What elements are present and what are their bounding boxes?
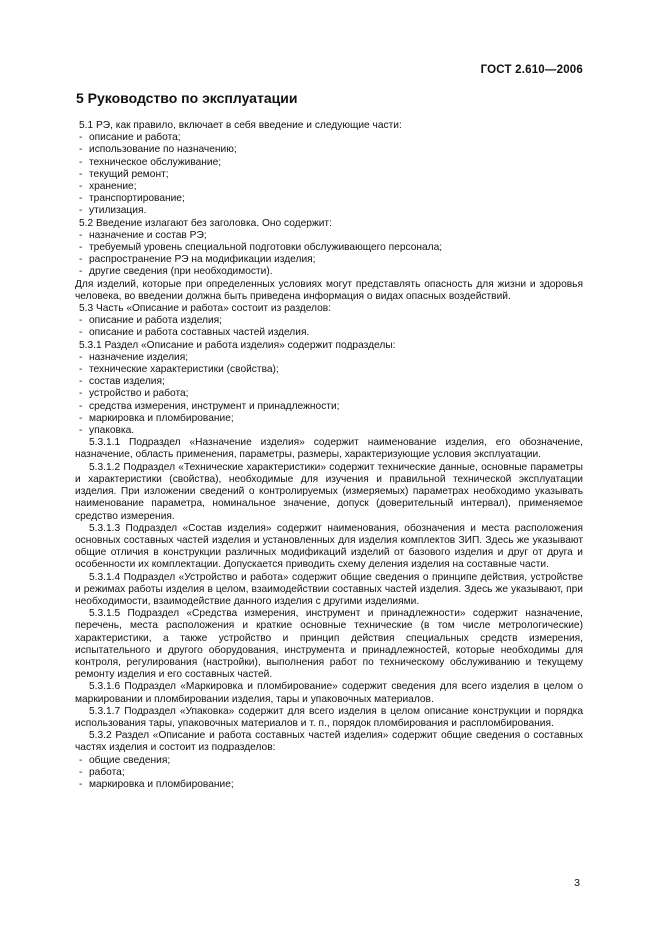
list-item-text: описание и работа составных частей изделия. [89,327,310,339]
paragraph: 5.3.1.2 Подраздел «Технические характеристики» содержит технические данные, основные параметры и характеристики (свойства), необходимые для изучения и правильной технической эксплуатации изделия. При изложении сведений о контролируемых (измеряемых) параметрах необходимо указывать наименование параметра, номинальное значение, допуск (доверительный интервал), применяемое средство измерения. [75,461,583,522]
list-item-text: общие сведения; [89,754,171,766]
paragraph: 5.3.1.1 Подраздел «Назначение изделия» содержит наименование изделия, его обозначение, назначение, область применения, параметры, размеры, характеризующие условия эксплуатации. [75,437,583,461]
list-item-text: требуемый уровень специальной подготовки обслуживающего персонала; [89,242,443,254]
list-item [75,425,583,437]
paragraph: 5.3 Часть «Описание и работа» состоит из разделов: [79,303,332,315]
list-item-text: назначение изделия; [89,351,189,363]
list-dash: - [79,193,83,205]
list-item-text: работа; [89,766,125,778]
list-item [75,132,583,144]
list-item [75,779,583,791]
list-dash: - [79,778,83,790]
list-item-text: другие сведения (при необходимости). [89,266,273,278]
list-item-text: маркировка и пломбирование; [89,778,234,790]
list-dash: - [79,388,83,400]
list-item-text: технические характеристики (свойства); [89,364,279,376]
list-dash: - [79,132,83,144]
list-item-text: текущий ремонт; [89,168,169,180]
list-item-text: состав изделия; [89,376,165,388]
list-item [75,767,583,779]
list-item-text: назначение и состав РЭ; [89,229,207,241]
list-dash: - [79,754,83,766]
list-item [75,401,583,413]
paragraph: 5.3.1.4 Подраздел «Устройство и работа» содержит общие сведения о принципе действия, устройстве и режимах работы изделия в целом, взаимодействии составных частей изделия. Здесь же указывают, при необходимости, взаимодействие данного изделия с другими изделиями. [75,571,583,607]
list-item [75,376,583,388]
list-item-text: хранение; [89,181,137,193]
paragraph: 5.3.1.6 Подраздел «Маркировка и пломбирование» содержит сведения для всего изделия в целом о маркировании и пломбировании изделия, тары и упаковочных материалов. [75,681,583,705]
list-dash: - [79,168,83,180]
list-item [75,144,583,156]
page-number: 3 [574,877,580,889]
list-item [75,388,583,400]
list-item [75,315,583,327]
list-item-text: утилизация. [89,205,147,217]
paragraph: 5.3.1.3 Подраздел «Состав изделия» содержит наименования, обозначения и места расположения основных составных частей изделия и установленных для изделия комплектов ЗИП. Здесь же указывают общие отличия в конструкции различных модификаций изделий от базового изделия и друг от друга и особенности их комплектации. Допускается приводить схему деления изделия на составные части. [75,522,583,571]
list-item [75,254,583,266]
list-item-text: средства измерения, инструмент и принадлежности; [89,400,340,412]
paragraph: 5.3.1.7 Подраздел «Упаковка» содержит для всего изделия в целом описание конструкции и порядка использования тары, упаковочных материалов и т. п., порядок пломбирования и распломбирования. [75,705,583,729]
list-item-text: маркировка и пломбирование; [89,412,234,424]
list-item [75,327,583,339]
list-dash: - [79,315,83,327]
paragraph: 5.3.1.5 Подраздел «Средства измерения, инструмент и принадлежности» содержит назначение, перечень, места расположения и краткие основные технические (в том числе метрологические) характеристики, а также устройство и принцип действия специальных средств измерения, испытательного и другого оборудования, инструмента и принадлежностей, которые необходимы для контроля, регулирования (настройки), выполнения работ по техническому обслуживанию и текущему ремонту изделия и его составных частей. [75,608,583,681]
paragraph: 5.2 Введение излагают без заголовка. Оно содержит: [79,217,332,229]
list-dash: - [79,205,83,217]
list-item [75,352,583,364]
list-dash: - [79,364,83,376]
list-item-text: описание и работа изделия; [89,315,223,327]
list-dash: - [79,156,83,168]
paragraph: 5.3.1 Раздел «Описание и работа изделия» содержит подразделы: [79,339,396,351]
list-dash: - [79,351,83,363]
list-dash: - [79,376,83,388]
list-dash: - [79,412,83,424]
list-item-text: упаковка. [89,425,135,437]
list-item-text: транспортирование; [89,193,185,205]
list-dash: - [79,254,83,266]
list-item-text: использование по назначению; [89,144,237,156]
list-item-text: описание и работа; [89,132,181,144]
list-item [75,413,583,425]
list-item [75,242,583,254]
list-item [75,364,583,376]
list-item-text: техническое обслуживание; [89,156,222,168]
list-dash: - [79,144,83,156]
list-item [75,266,583,278]
body-text [75,120,583,791]
list-dash: - [79,181,83,193]
document-code: ГОСТ 2.610—2006 [480,64,583,76]
list-dash: - [79,766,83,778]
list-item [75,157,583,169]
list-dash: - [79,266,83,278]
list-item [75,205,583,217]
paragraph: 5.1 РЭ, как правило, включает в себя введение и следующие части: [79,120,402,131]
list-item [75,181,583,193]
paragraph: Для изделий, которые при определенных условиях могут представлять опасность для жизни и здоровья человека, во введении должна быть приведена информация о видах опасных воздействий. [75,278,583,302]
list-item [75,169,583,181]
list-dash: - [79,242,83,254]
list-item-text: устройство и работа; [89,388,189,400]
list-item-text: распространение РЭ на модификации изделия; [89,254,316,266]
list-item [75,193,583,205]
list-dash: - [79,229,83,241]
paragraph: 5.3.2 Раздел «Описание и работа составных частей изделия» содержит общие сведения о составных частях изделия и состоит из подразделов: [75,730,583,754]
list-item [75,755,583,767]
list-dash: - [79,327,83,339]
list-dash: - [79,425,83,437]
list-dash: - [79,400,83,412]
section-title: 5 Руководство по эксплуатации [76,90,298,106]
list-item [75,230,583,242]
